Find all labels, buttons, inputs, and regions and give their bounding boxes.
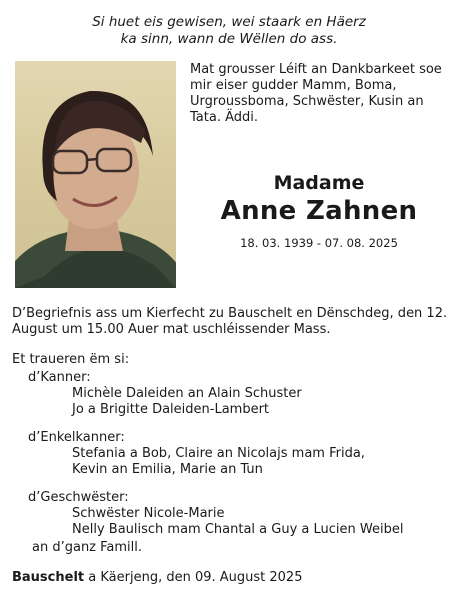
footer-place: Bauschelt bbox=[12, 570, 85, 585]
memorial-quote-line-1: Si huet eis gewisen, wei staark en Häerz bbox=[92, 14, 366, 30]
footer-date: a Käerjeng, den 09. August 2025 bbox=[88, 570, 303, 585]
family-line: an d’ganz Famill. bbox=[32, 540, 143, 555]
deceased-name: Anne Zahnen bbox=[220, 196, 418, 226]
mourners-intro: Et traueren ëm si: bbox=[12, 352, 130, 367]
grandchildren-line-1: Stefania a Bob, Claire an Nicolajs mam Frida, bbox=[72, 446, 365, 461]
children-line-1: Michèle Daleiden an Alain Schuster bbox=[72, 386, 302, 401]
life-dates: 18. 03. 1939 - 07. 08. 2025 bbox=[240, 236, 398, 250]
grandchildren-line-2: Kevin an Emilia, Marie an Tun bbox=[72, 462, 263, 477]
children-line-2: Jo a Brigitte Daleiden-Lambert bbox=[72, 402, 270, 417]
footer-line bbox=[12, 570, 302, 586]
siblings-line-2: Nelly Baulisch mam Chantal a Guy a Lucien Weibel bbox=[72, 522, 404, 537]
grandchildren-label: d’Enkelkanner: bbox=[28, 430, 125, 445]
portrait-photo bbox=[15, 61, 176, 288]
deceased-title: Madame bbox=[273, 172, 365, 194]
memorial-quote-line-2: ka sinn, wann de Wëllen do ass. bbox=[120, 31, 338, 47]
intro-text: Mat grousser Léift an Dankbarkeet soe mir eiser gudder Mamm, Boma, Urgroussboma, Schwëster, Kusin an Tata. Äddi. bbox=[190, 62, 442, 125]
children-label: d’Kanner: bbox=[28, 370, 91, 385]
funeral-notice: D’Begriefnis ass um Kierfecht zu Bauschelt en Dënschdeg, den 12. August um 15.00 Auer mat uschléissender Mass. bbox=[12, 306, 448, 337]
siblings-label: d’Geschwëster: bbox=[28, 490, 129, 505]
siblings-line-1: Schwëster Nicole-Marie bbox=[72, 506, 225, 521]
